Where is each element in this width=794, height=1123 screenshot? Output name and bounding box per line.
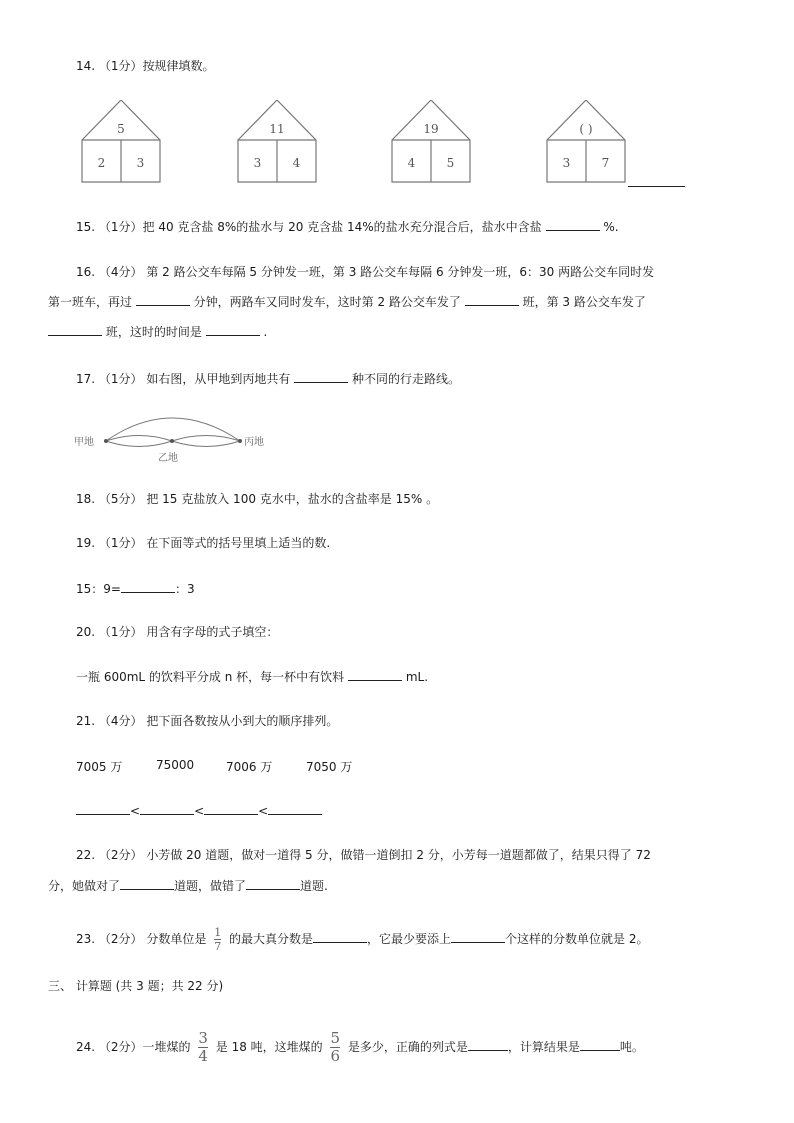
route-jia-yi-lower bbox=[106, 441, 172, 447]
q22-line-1: 22. （2分） 小芳做 20 道题，做对一道得 5 分，做错一道倒扣 2 分，小芳每一道题都做了，结果只得了 72 bbox=[76, 848, 651, 862]
house-2-right-number: 4 bbox=[292, 156, 301, 170]
route-diagram bbox=[72, 410, 282, 470]
route-upper-arc bbox=[106, 418, 240, 441]
label-yi: 乙地 bbox=[158, 453, 178, 464]
house-4-left-number: 3 bbox=[562, 156, 571, 170]
q24-blank-result[interactable] bbox=[580, 1038, 620, 1051]
q21-blank-2[interactable] bbox=[140, 802, 194, 815]
house-1 bbox=[82, 100, 160, 182]
house-4-right-number: 7 bbox=[601, 156, 610, 170]
q24-blank-expression[interactable] bbox=[468, 1038, 508, 1051]
q21-number-4: 7050 万 bbox=[306, 760, 353, 774]
house-2 bbox=[238, 100, 316, 182]
fraction-five-sixths: $\frac{5}{6}$ bbox=[330, 1029, 341, 1065]
point-yi bbox=[170, 439, 174, 443]
q16-blank-route3[interactable] bbox=[48, 323, 102, 336]
q23-blank-fraction[interactable] bbox=[313, 930, 367, 943]
q16-blank-route2[interactable] bbox=[465, 293, 519, 306]
point-bing bbox=[238, 439, 242, 443]
route-yi-bing-lower bbox=[172, 441, 240, 447]
q14-answer-blank[interactable] bbox=[628, 186, 685, 187]
house-1-right-number: 3 bbox=[136, 156, 145, 170]
section-3-heading: 三、 计算题 (共 3 题；共 22 分) bbox=[48, 979, 224, 993]
fraction-one-seventh: $\frac{1}{7}$ bbox=[214, 926, 222, 953]
q19-prompt: 19. （1分） 在下面等式的括号里填上适当的数. bbox=[76, 536, 331, 550]
house-2-left-number: 3 bbox=[253, 156, 262, 170]
label-bing: 丙地 bbox=[244, 437, 264, 448]
house-2-roof-number: 11 bbox=[269, 122, 285, 136]
q22-blank-correct[interactable] bbox=[120, 877, 174, 890]
q21-blank-3[interactable] bbox=[204, 802, 258, 815]
q15-blank[interactable] bbox=[546, 218, 600, 231]
q20-statement: 一瓶 600mL 的饮料平分成 n 杯，每一杯中有饮料 mL. bbox=[76, 670, 429, 684]
q21-ordering: < < < bbox=[76, 802, 322, 819]
house-sequence-figure bbox=[0, 100, 794, 190]
q14-prompt: 14. （1分）按规律填数。 bbox=[76, 59, 215, 73]
q20-prompt: 20. （1分） 用含有字母的式子填空： bbox=[76, 625, 279, 639]
route-yi-bing-upper bbox=[172, 436, 240, 442]
q16-line-3: 班，这时的时间是 . bbox=[48, 323, 267, 340]
q21-number-2: 75000 bbox=[156, 758, 195, 772]
q19-equation: 15：9= ：3 bbox=[76, 582, 195, 596]
point-jia bbox=[104, 439, 108, 443]
q21-blank-1[interactable] bbox=[76, 802, 130, 815]
q23-question: 23. （2分） 分数单位是 $\frac{1}{7}$ 的最大真分数是 ，它最少要添上 个这样的分数单位就是 2。 bbox=[76, 926, 649, 953]
route-jia-yi-upper bbox=[106, 436, 172, 442]
q16-line-2: 第一班车，再过 分钟，两路车又同时发车，这时第 2 路公交车发了 班，第 3 路公交车发了 bbox=[48, 295, 646, 309]
house-3-roof-number: 19 bbox=[423, 122, 439, 136]
q16-blank-minutes[interactable] bbox=[136, 293, 190, 306]
q23-blank-count[interactable] bbox=[451, 930, 505, 943]
house-3-left-number: 4 bbox=[407, 156, 416, 170]
house-3 bbox=[392, 100, 470, 182]
q16-blank-time[interactable] bbox=[206, 323, 260, 336]
q16-line-1: 16. （4分） 第 2 路公交车每隔 5 分钟发一班，第 3 路公交车每隔 6 分钟发一班，6：30 两路公交车同时发 bbox=[76, 265, 655, 279]
q22-blank-wrong[interactable] bbox=[246, 877, 300, 890]
house-3-right-number: 5 bbox=[446, 156, 455, 170]
fraction-three-quarters: $\frac{3}{4}$ bbox=[198, 1029, 208, 1065]
q17-question: 17. （1分） 如右图，从甲地到丙地共有 种不同的行走路线。 bbox=[76, 372, 461, 386]
house-4-roof-number: ( ) bbox=[579, 122, 593, 136]
q21-number-1: 7005 万 bbox=[76, 760, 123, 774]
q22-line-2: 分，她做对了 道题，做错了 道题. bbox=[48, 879, 328, 893]
label-jia: 甲地 bbox=[74, 437, 94, 448]
house-4 bbox=[547, 100, 625, 182]
house-1-roof-number: 5 bbox=[117, 122, 125, 136]
q18-question: 18. （5分） 把 15 克盐放入 100 克水中，盐水的含盐率是 15% 。 bbox=[76, 492, 439, 506]
q24-question: 24. （2分）一堆煤的 $\frac{3}{4}$ 是 18 吨，这堆煤的 $\frac{5}{6}$ 是多少，正确的列式是 ，计算结果是 吨。 bbox=[76, 1029, 644, 1065]
q20-blank[interactable] bbox=[348, 668, 402, 681]
house-1-left-number: 2 bbox=[97, 156, 106, 170]
q21-number-3: 7006 万 bbox=[226, 760, 273, 774]
q15-question: 15. （1分）把 40 克含盐 8%的盐水与 20 克含盐 14%的盐水充分混合后，盐水中含盐 %. bbox=[76, 220, 619, 234]
q17-blank[interactable] bbox=[294, 370, 348, 383]
q21-prompt: 21. （4分） 把下面各数按从小到大的顺序排列。 bbox=[76, 714, 339, 728]
q19-blank[interactable] bbox=[121, 580, 175, 593]
q21-blank-4[interactable] bbox=[268, 802, 322, 815]
